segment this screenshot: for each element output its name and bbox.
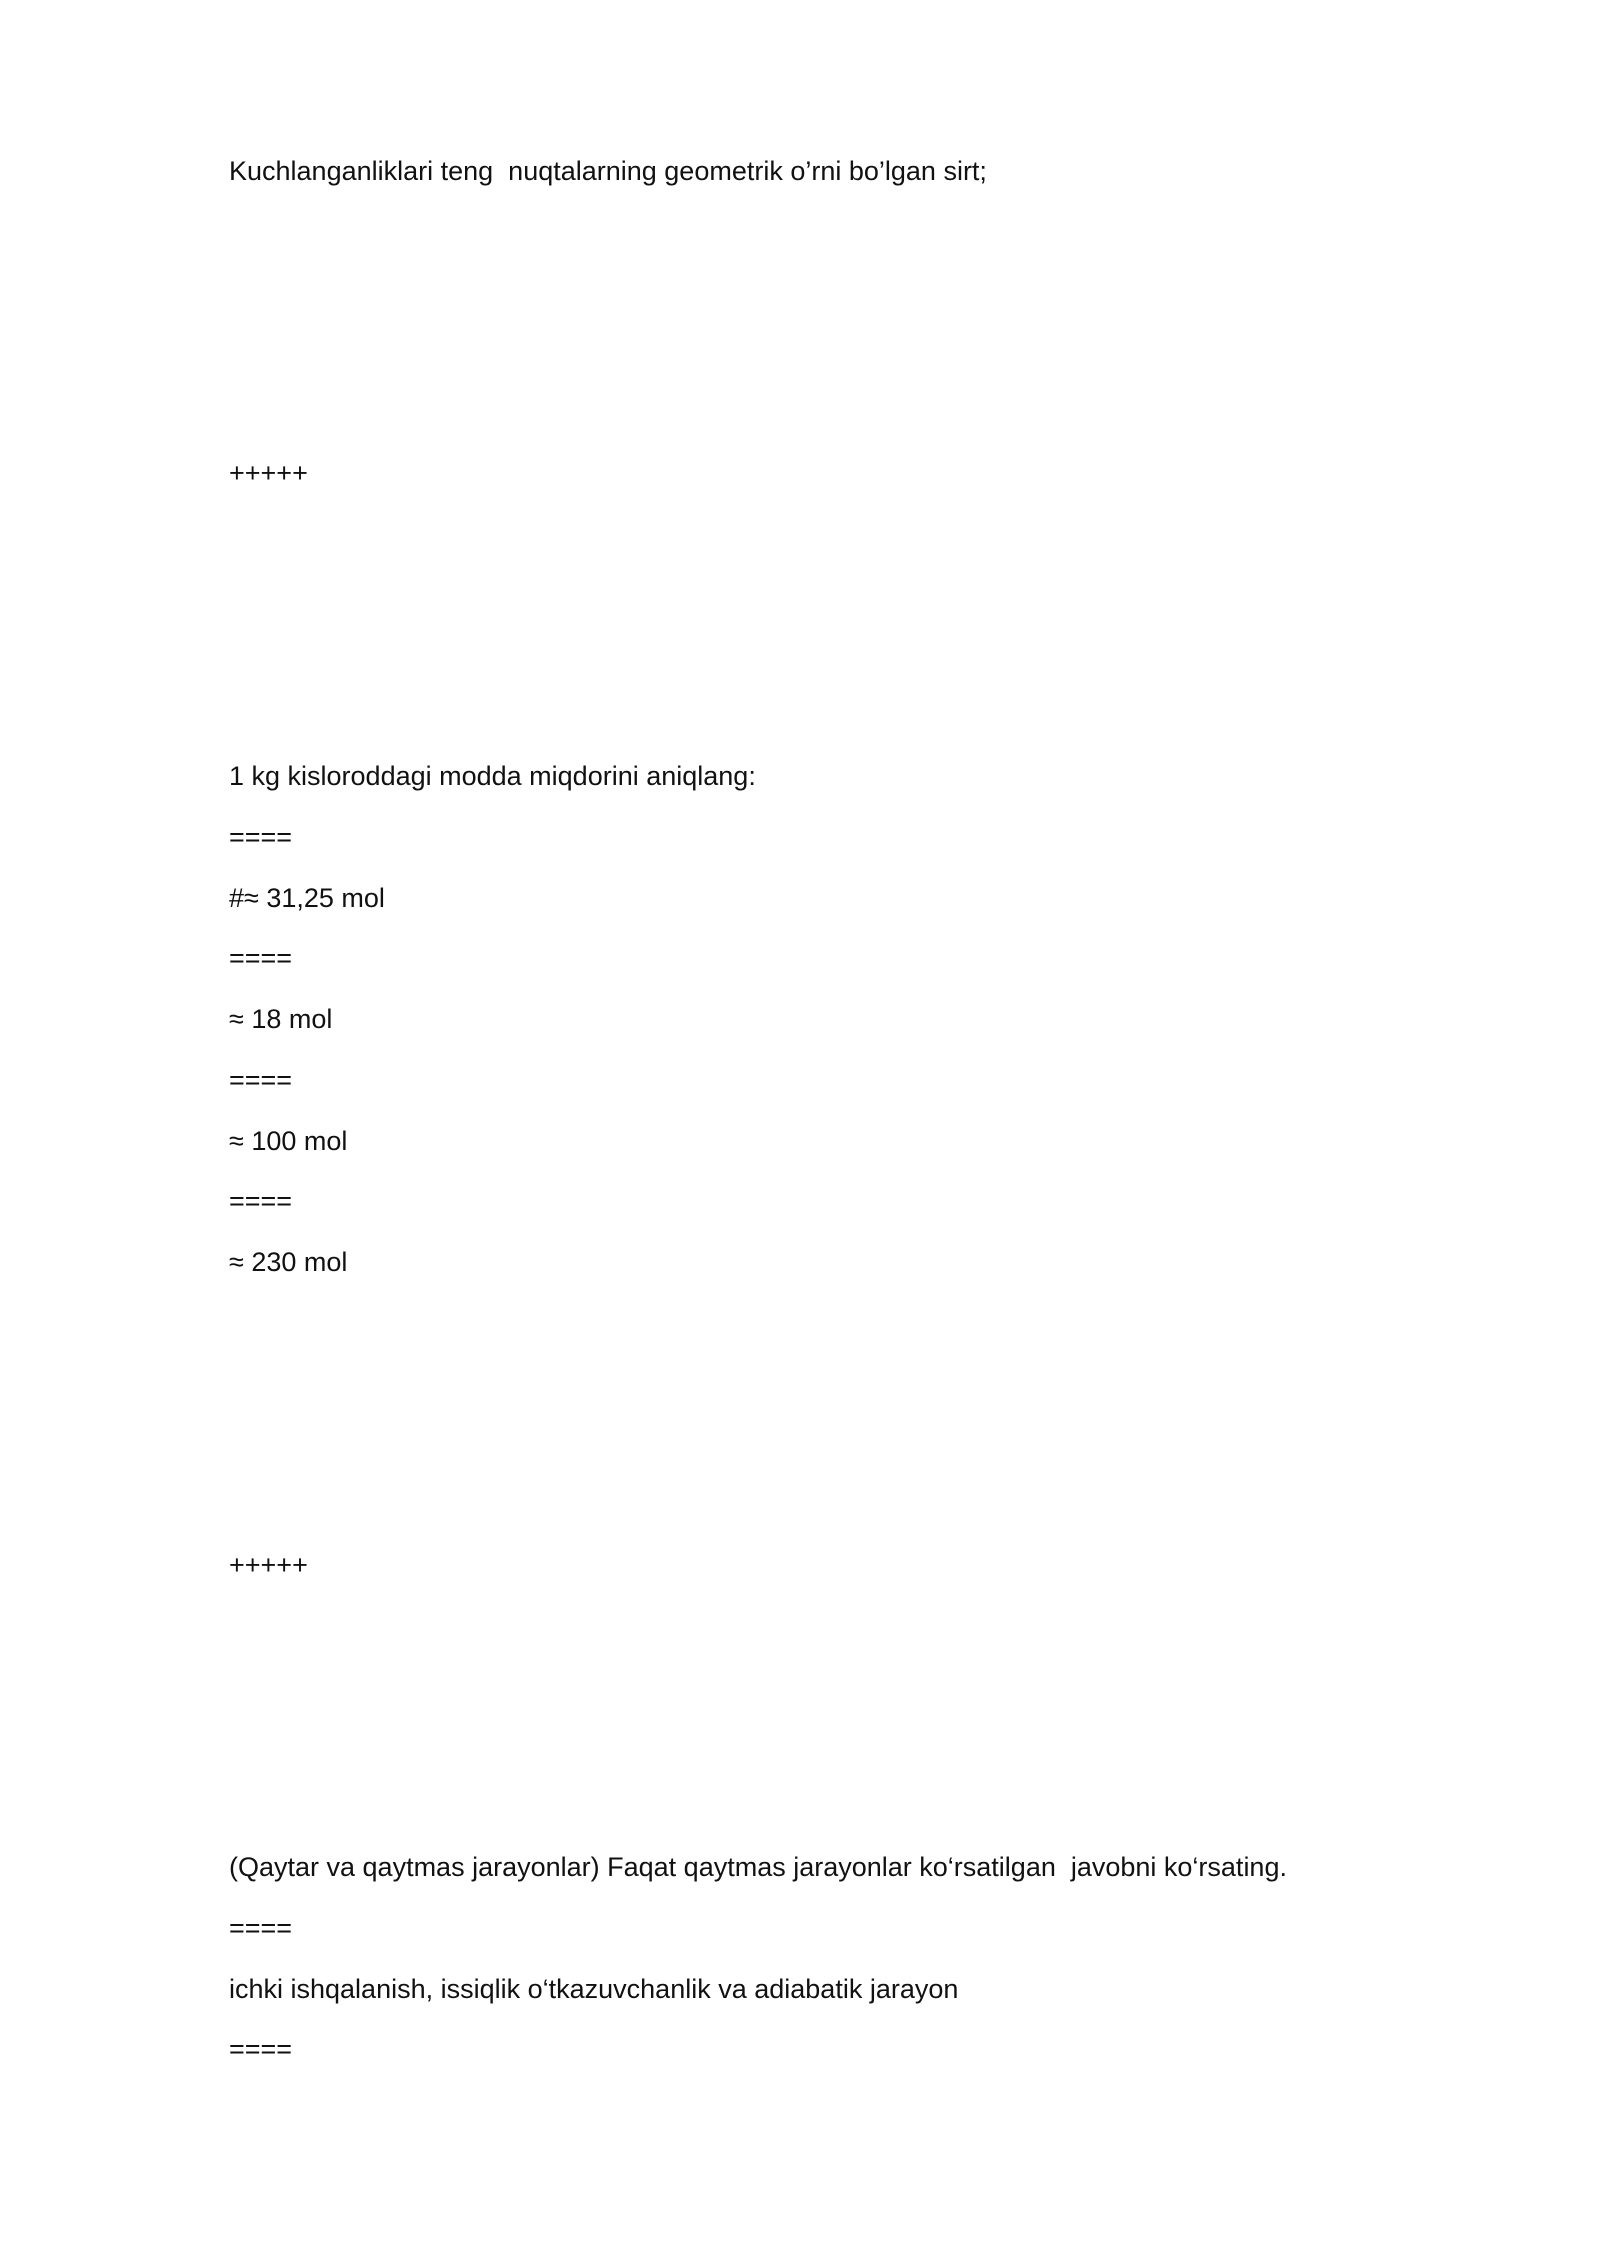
question-separator: +++++ [229,1550,308,1580]
answer-option: #≈ 31,25 mol [229,883,385,913]
answer-separator: ==== [229,1913,293,1943]
answer-option: ichki ishqalanish, issiqlik o‘tkazuvchanlik va adiabatik jarayon [229,1974,959,2004]
answer-separator: ==== [229,1186,293,1216]
answer-option: ≈ 18 mol [229,1004,333,1034]
answer-separator: ==== [229,822,293,852]
question-text: 1 kg kisloroddagi modda miqdorini aniqlang: [229,761,756,791]
answer-separator: ==== [229,2034,293,2064]
answer-option: ≈ 100 mol [229,1126,348,1156]
question-separator: +++++ [229,458,308,488]
question-text: (Qaytar va qaytmas jarayonlar) Faqat qaytmas jarayonlar ko‘rsatilgan javobni ko‘rsating. [229,1852,1287,1882]
answer-option: ≈ 230 mol [229,1247,348,1277]
question-text: Kuchlanganliklari teng nuqtalarning geometrik o’rni bo’lgan sirt; [229,156,987,186]
answer-separator: ==== [229,943,293,973]
answer-separator: ==== [229,1065,293,1095]
